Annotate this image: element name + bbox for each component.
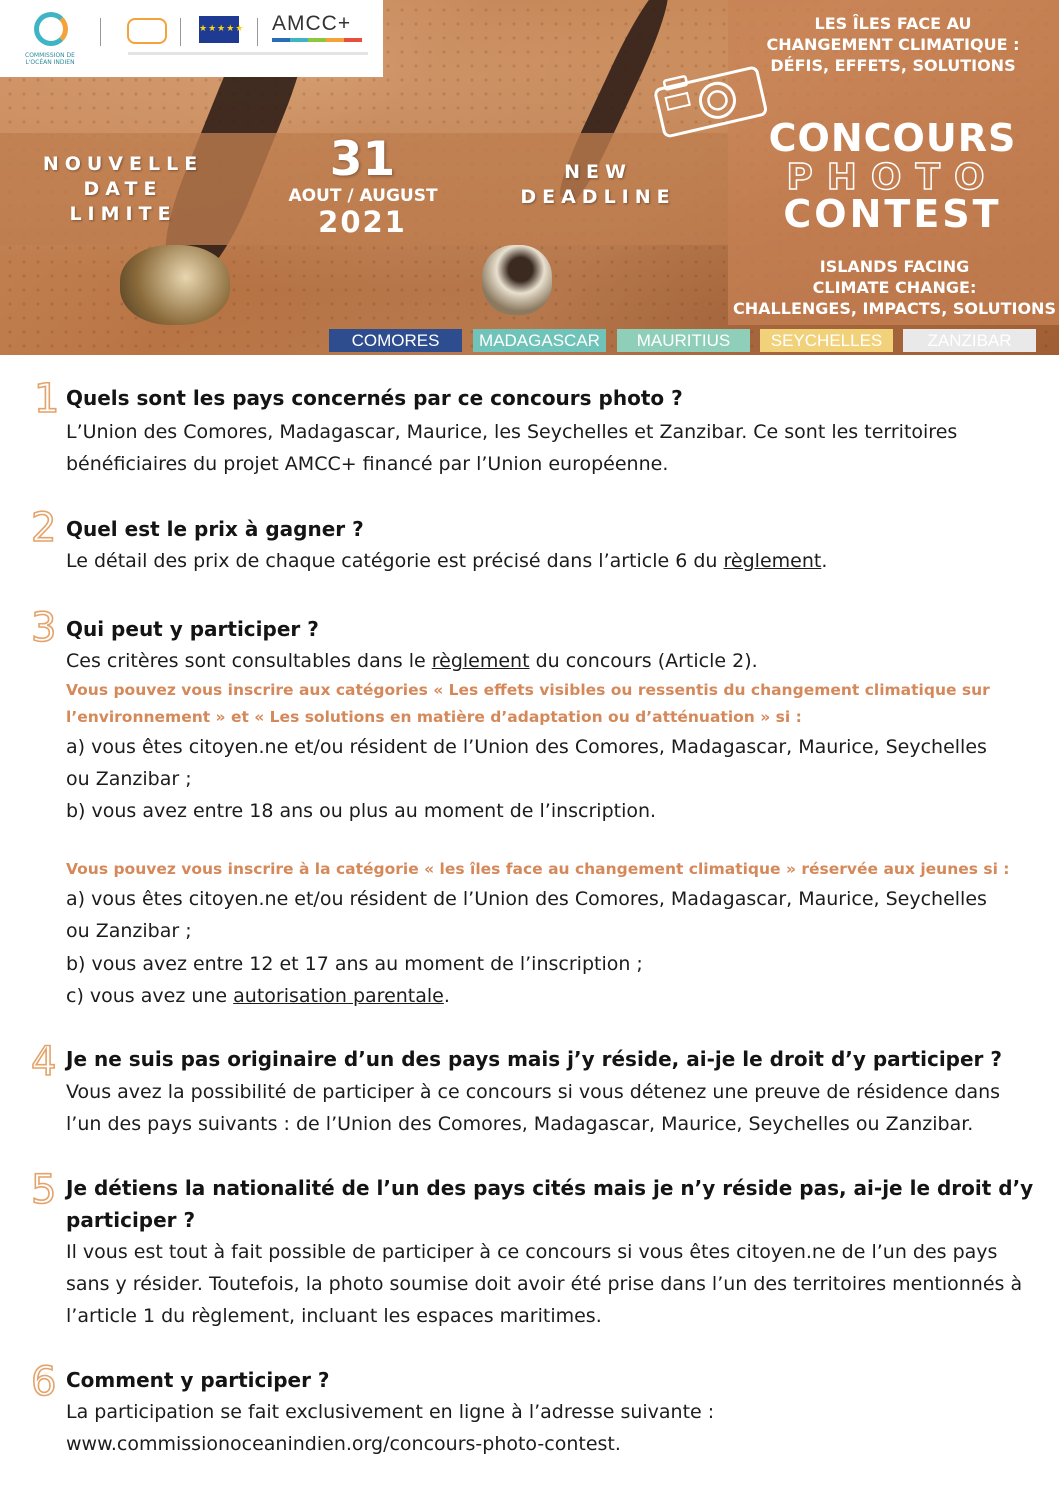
nd-line3: LIMITE bbox=[69, 203, 177, 225]
q4-answer-line2: l’un des pays suivants : de l’Union des Comores, Madagascar, Maurice, Seychelles ou Zanzibar. bbox=[66, 1113, 974, 1135]
q3-category2: Vous pouvez vous inscrire à la catégorie « les îles face au changement climatique » réservée aux jeunes si : bbox=[66, 860, 1010, 878]
q3-a2-line1: a) vous êtes citoyen.ne et/ou résident de l’Union des Comores, Madagascar, Maurice, Seychelles bbox=[66, 888, 987, 910]
q1-answer-line1: L’Union des Comores, Madagascar, Maurice, les Seychelles et Zanzibar. Ce sont les territoires bbox=[66, 421, 958, 443]
nouvelle-date-limite bbox=[38, 152, 208, 227]
coi-line1: COMMISSION DE bbox=[25, 52, 75, 59]
number-1-icon bbox=[28, 377, 60, 417]
coi-logo-icon bbox=[34, 12, 68, 46]
q3-category1-line1: Vous pouvez vous inscrire aux catégories « Les effets visibles ou ressentis du changement climatique sur bbox=[66, 681, 990, 699]
header-banner bbox=[0, 0, 1059, 355]
deadline-month: AOUT / AUGUST bbox=[288, 186, 438, 206]
topic-english bbox=[730, 256, 1059, 319]
deadline-year: 2021 bbox=[318, 205, 407, 239]
title-concours: CONCOURS bbox=[768, 116, 1017, 160]
eu-stars: ★★★★★ bbox=[199, 24, 245, 34]
svg-text:1: 1 bbox=[34, 377, 60, 417]
q3-b2: b) vous avez entre 12 et 17 ans au moment de l’inscription ; bbox=[66, 953, 643, 975]
q5-answer-line3: l’article 1 du règlement, incluant les espaces maritimes. bbox=[66, 1305, 602, 1327]
country-madagascar: MADAGASCAR bbox=[473, 329, 606, 352]
q3-intro-end: du concours (Article 2). bbox=[529, 650, 758, 672]
amcc-logo-bar bbox=[272, 38, 362, 42]
svg-text:2: 2 bbox=[31, 506, 57, 546]
country-seychelles: SEYCHELLES bbox=[760, 329, 893, 352]
q4-answer-line1: Vous avez la possibilité de participer à ce concours si vous détenez une preuve de résidence dans bbox=[66, 1081, 1001, 1103]
topic-en-line3: CHALLENGES, IMPACTS, SOLUTIONS bbox=[733, 299, 1056, 318]
nd-line1: NOUVELLE bbox=[42, 153, 204, 175]
reglement-link[interactable]: règlement bbox=[723, 550, 822, 572]
q2-answer bbox=[66, 545, 1051, 577]
q2-text-end: . bbox=[821, 550, 828, 572]
number-6-icon bbox=[28, 1360, 60, 1400]
q3-c2-text: c) vous avez une bbox=[66, 985, 234, 1007]
amcc-logo: AMCC+ bbox=[272, 12, 352, 35]
topic-en-line1: ISLANDS FACING bbox=[819, 257, 970, 276]
svg-text:5: 5 bbox=[31, 1168, 57, 1208]
topic-fr-line3: DÉFIS, EFFETS, SOLUTIONS bbox=[770, 56, 1016, 75]
q6-question: Comment y participer ? bbox=[66, 1368, 330, 1392]
person-left bbox=[120, 245, 230, 325]
number-4-icon bbox=[28, 1040, 60, 1080]
country-zanzibar: ZANZIBAR bbox=[903, 329, 1036, 352]
title-photo: PHOTO bbox=[786, 157, 999, 198]
topic-fr-line2: CHANGEMENT CLIMATIQUE : bbox=[766, 35, 1020, 54]
q6-answer-line1: La participation se fait exclusivement en ligne à l’adresse suivante : bbox=[66, 1401, 715, 1423]
q3-b1: b) vous avez entre 18 ans ou plus au moment de l’inscription. bbox=[66, 800, 657, 822]
deadline-day: 31 bbox=[329, 132, 396, 187]
logo-fineprint bbox=[128, 52, 368, 55]
topic-french bbox=[748, 13, 1038, 76]
q3-intro-text: Ces critères sont consultables dans le bbox=[66, 650, 432, 672]
country-mauritius: MAURITIUS bbox=[617, 329, 750, 352]
svg-text:4: 4 bbox=[31, 1040, 57, 1080]
q1-answer-line2: bénéficiaires du projet AMCC+ financé par l’Union européenne. bbox=[66, 453, 669, 475]
q3-question: Qui peut y participer ? bbox=[66, 617, 319, 641]
q3-category1-line2: l’environnement » et « Les solutions en matière d’adaptation ou d’atténuation » si : bbox=[66, 708, 802, 726]
logo-separator bbox=[180, 18, 181, 46]
q3-intro bbox=[66, 645, 1051, 677]
autorisation-parentale-link[interactable]: autorisation parentale bbox=[233, 985, 444, 1007]
country-comores: COMORES bbox=[329, 329, 462, 352]
title-contest: CONTEST bbox=[783, 192, 1002, 236]
svg-text:6: 6 bbox=[31, 1360, 57, 1400]
q3-c2-end: . bbox=[443, 985, 450, 1007]
logo-separator bbox=[100, 18, 101, 46]
q3-c2 bbox=[66, 980, 1051, 1012]
nd-line2: DATE bbox=[83, 178, 163, 200]
eu-flag-icon bbox=[199, 16, 245, 43]
q3-a2-line2: ou Zanzibar ; bbox=[66, 920, 192, 942]
number-2-icon bbox=[28, 506, 60, 546]
coi-line2: L'OCÉAN INDIEN bbox=[25, 59, 75, 66]
new-deadline bbox=[512, 160, 684, 210]
deadline-line2: DEADLINE bbox=[520, 186, 676, 208]
person-right bbox=[482, 245, 552, 315]
q3-a1-line1: a) vous êtes citoyen.ne et/ou résident de l’Union des Comores, Madagascar, Maurice, Seychelles bbox=[66, 736, 987, 758]
coi-logo-text bbox=[20, 52, 80, 66]
q5-answer-line1: Il vous est tout à fait possible de participer à ce concours si vous êtes citoyen.ne de l’un des pays bbox=[66, 1241, 998, 1263]
number-5-icon bbox=[28, 1168, 60, 1208]
q4-question: Je ne suis pas originaire d’un des pays mais j’y réside, ai-je le droit d’y participer ? bbox=[66, 1047, 1002, 1071]
q1-question: Quels sont les pays concernés par ce concours photo ? bbox=[66, 386, 683, 410]
reglement-link[interactable]: règlement bbox=[431, 650, 530, 672]
partner-logos bbox=[0, 0, 383, 77]
number-3-icon bbox=[28, 606, 60, 646]
q3-a1-line2: ou Zanzibar ; bbox=[66, 768, 192, 790]
deadline-line1: NEW bbox=[564, 161, 632, 183]
q5-question-line2: participer ? bbox=[66, 1208, 196, 1232]
cco-logo-icon bbox=[127, 18, 167, 44]
q2-text: Le détail des prix de chaque catégorie est précisé dans l’article 6 du bbox=[66, 550, 724, 572]
q5-question-line1: Je détiens la nationalité de l’un des pays cités mais je n’y réside pas, ai-je le droit d’y bbox=[66, 1176, 1034, 1200]
q6-url[interactable]: www.commissionoceanindien.org/concours-photo-contest. bbox=[66, 1433, 621, 1455]
q2-question: Quel est le prix à gagner ? bbox=[66, 517, 364, 541]
topic-fr-line1: LES ÎLES FACE AU bbox=[814, 14, 972, 33]
topic-en-line2: CLIMATE CHANGE: bbox=[812, 278, 977, 297]
q5-answer-line2: sans y résider. Toutefois, la photo soumise doit avoir été prise dans l’un des territoires mentionnés à bbox=[66, 1273, 1023, 1295]
logo-separator bbox=[257, 18, 258, 46]
svg-text:3: 3 bbox=[31, 606, 57, 646]
